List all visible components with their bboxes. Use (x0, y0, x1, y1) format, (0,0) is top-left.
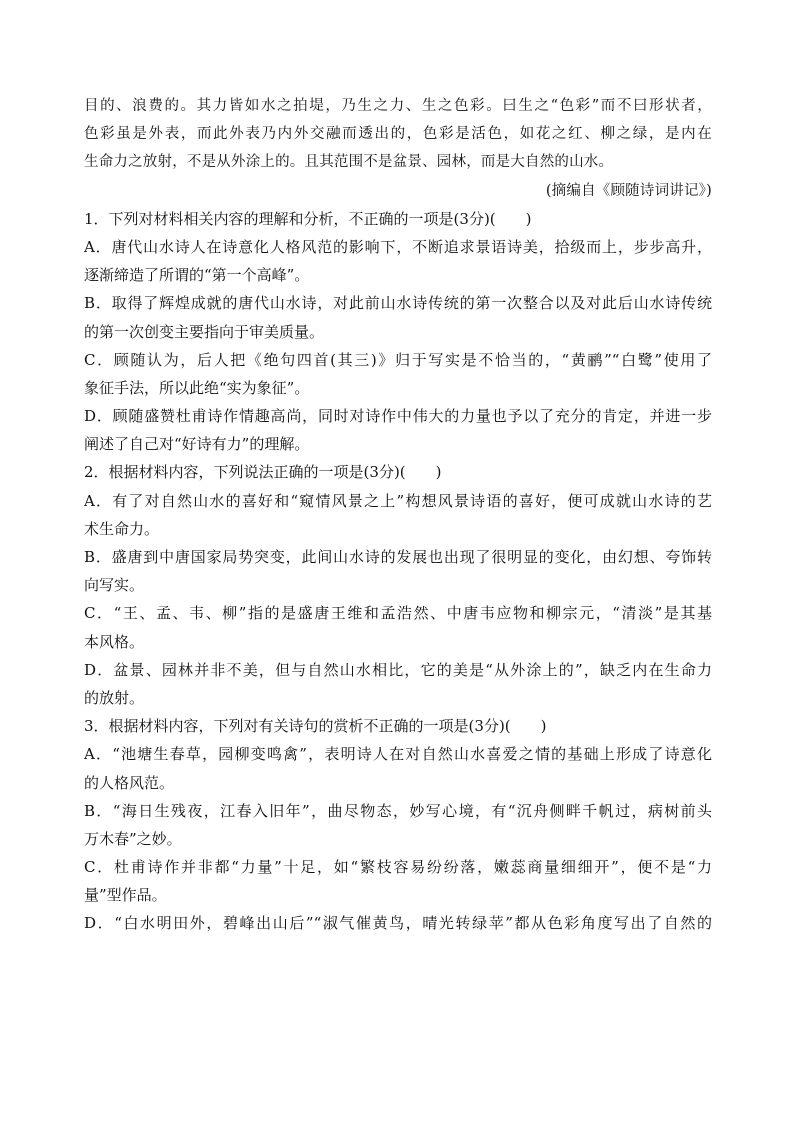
option-line: 术生命力。 (84, 519, 160, 538)
option-line: C．“王、孟、韦、柳”指的是盛唐王维和孟浩然、中唐韦应物和柳宗元，“清淡”是其基 (84, 604, 712, 623)
option-line: 的第一次创变主要指向于审美质量。 (84, 322, 325, 341)
passage-line: 色彩虽是外表，而此外表乃内外交融而透出的，色彩是活色，如花之红、柳之绿，是内在 (84, 126, 712, 143)
question-stem: 1．下列对材料相关内容的理解和分析，不正确的一项是(3分)( ) (84, 209, 532, 228)
option-line: D．顾随盛赞杜甫诗作情趣高尚，同时对诗作中伟大的力量也予以了充分的肯定，并进一步 (84, 407, 712, 426)
option-line: 量”型作品。 (84, 886, 167, 905)
question-stem: 3．根据材料内容，下列对有关诗句的赏析不正确的一项是(3分)( ) (84, 717, 547, 736)
option-line: 本风格。 (84, 632, 145, 651)
passage-line: 目的、浪费的。其力皆如水之拍堤，乃生之力、生之色彩。曰生之“色彩”而不曰形状者， (84, 98, 712, 114)
question-3 (84, 712, 712, 938)
option-line: C．顾随认为，后人把《绝句四首(其三)》归于写实是不恰当的，“黄鹂”“白鹭”使用了 (84, 350, 712, 369)
option-line: D．盆景、园林并非不美，但与自然山水相比，它的美是“从外涂上的”，缺乏内在生命力 (84, 660, 712, 679)
passage-tail (84, 92, 712, 205)
option-line: 向写实。 (84, 576, 145, 595)
option-line: 的放射。 (84, 688, 145, 707)
source-citation: (摘编自《顾随诗词讲记》) (545, 182, 712, 199)
document-page (84, 92, 712, 938)
option-line: D．“白水明田外，碧峰出山后”“淑气催黄鸟，晴光转绿苹”都从色彩角度写出了自然的 (84, 914, 712, 933)
question-stem: 2．根据材料内容，下列说法正确的一项是(3分)( ) (84, 463, 442, 482)
option-line: 万木春”之妙。 (84, 829, 182, 848)
option-line: A．唐代山水诗人在诗意化人格风范的影响下，不断追求景语诗美，拾级而上，步步高升， (84, 237, 712, 256)
question-2 (84, 458, 712, 712)
option-line: 象征手法，所以此绝“实为象征”。 (84, 378, 310, 397)
question-1 (84, 205, 712, 459)
option-line: B．“海日生残夜，江春入旧年”，曲尽物态，妙写心境，有“沉舟侧畔千帆过，病树前头 (84, 801, 712, 820)
option-line: C．杜甫诗作并非都“力量”十足，如“繁枝容易纷纷落，嫩蕊商量细细开”，便不是“力 (84, 858, 712, 877)
option-line: 逐渐缔造了所谓的“第一个高峰”。 (84, 266, 310, 285)
option-line: B．盛唐到中唐国家局势突变，此间山水诗的发展也出现了很明显的变化，由幻想、夸饰转 (84, 548, 712, 566)
option-line: 阐述了自己对“好诗有力”的理解。 (84, 435, 310, 454)
option-line: A．“池塘生春草，园柳变鸣禽”，表明诗人在对自然山水喜爱之情的基础上形成了诗意化 (84, 745, 712, 764)
passage-line: 生命力之放射，不是从外涂上的。且其范围不是盆景、园林，而是大自然的山水。 (84, 154, 614, 171)
option-line: A．有了对自然山水的喜好和“窥情风景之上”构想风景诗语的喜好，便可成就山水诗的艺 (84, 491, 712, 510)
option-line: 的人格风范。 (84, 773, 175, 792)
option-line: B．取得了辉煌成就的唐代山水诗，对此前山水诗传统的第一次整合以及对此后山水诗传统 (84, 294, 712, 313)
